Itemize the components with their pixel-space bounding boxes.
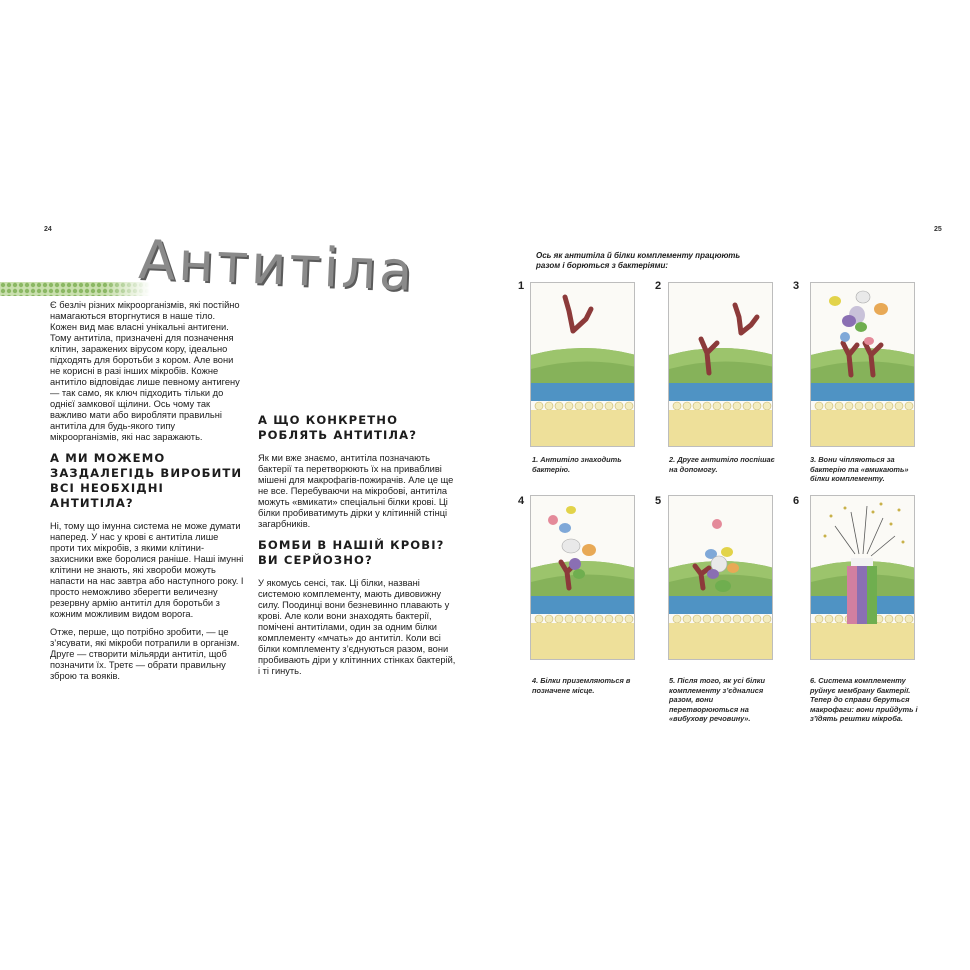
paragraph: У якомусь сенсі, так. Ці білки, названі системою комплементу, мають дивовижну силу. Поодинці вони безневинно плавають у крові. Але коли вони знаходять бактерії, помічені антитілами, один за одним білки комплементу «мчать» до антитіл. Коли всі білки комплементу з’єднуються разом, вони пробивають діри у клітинних стінках бактерій, і ті гинуть. (258, 578, 456, 676)
panel-caption-4: 4. Білки приземляються в позначене місце. (532, 676, 631, 695)
panel-caption-5: 5. Після того, як усі білки комплементу з’єдналися разом, вони перетворюються на «вибухову речовину». (669, 676, 766, 723)
paragraph: Як ми вже знаємо, антитіла позначають бактерії та перетворюють їх на привабливі мішені для макрофагів-пожирачів. Але це ще не все. Перебуваючи на мікробові, антитіла можуть «вмикати» спеціальні білки крові. Ці білки пробиватимуть дірки у клітинній стінці загарбників. (258, 453, 454, 529)
panel-number-6: 6 (793, 495, 800, 507)
panel-number-3: 3 (793, 280, 800, 292)
panel-caption-6: 6. Система комплементу руйнує мембрану бактерії. Тепер до справи беруться макрофаги: вони прийдуть і з’їдять рештки мікроба. (810, 676, 918, 723)
middle-column (258, 413, 456, 684)
intro-paragraph: Є безліч різних мікроорганізмів, які постійно намагаються вторгнутися в наше тіло. Кожен вид має власні унікальні антигени. Тому антитіла, призначені для позначення клітин, заражених вірусом кору, ідеально підходять для боротьби з кором. Але вони не корисні в разі інших мікробів. Кожне антитіло відповідає лише певному антигену — так само, як ключ підходить тільки до однієї замкової щілини. Ось чому так важливо мати або виробляти правильні антитіла для будь-якого типу мікроорганізмів, які нас заражають. (50, 300, 240, 442)
panel-number-1: 1 (518, 280, 525, 292)
panel-caption-1: 1. Антитіло знаходить бактерію. (532, 455, 622, 474)
decorative-dot-strip (0, 282, 150, 296)
illustration-panel-4 (530, 495, 635, 660)
section-heading-bombs: БОМБИ В НАШІЙ КРОВІ? ВИ СЕРЙОЗНО? (258, 538, 445, 567)
illustration-panel-5 (668, 495, 773, 660)
section-heading-advance: А МИ МОЖЕМО ЗАЗДАЛЕГІДЬ ВИРОБИТИ ВСІ НЕОБХІДНІ АНТИТІЛА? (50, 451, 243, 510)
paragraph: Ні, тому що імунна система не може думати наперед. У нас у крові є антитіла лише проти тих мікробів, з якими клітини-захисники вже боролися раніше. Наші імунні клітини не знають, які хвороби можуть напасти на нас завтра або наступного року. І просто неможливо зберегти величезну резервну армію антитіл для боротьби з кожним можливим видом ворога. (50, 521, 244, 619)
page-number-right: 25 (934, 226, 942, 233)
page-title: Антитіла (137, 228, 417, 304)
panel-caption-3: 3. Вони чіпляються за бактерію та «вмикають» білки комплементу. (810, 455, 909, 483)
figure-intro: Ось як антитіла й білки комплементу працюють разом і борються з бактеріями: (536, 251, 741, 270)
illustration-panel-6 (810, 495, 915, 660)
illustration-panel-2 (668, 282, 773, 447)
section-heading-what-do: А ЩО КОНКРЕТНО РОБЛЯТЬ АНТИТІЛА? (258, 413, 418, 442)
panel-number-4: 4 (518, 495, 525, 507)
page-number-left: 24 (44, 226, 52, 233)
illustration-panel-1 (530, 282, 635, 447)
panel-number-2: 2 (655, 280, 662, 292)
paragraph: Отже, перше, що потрібно зробити, — це з’ясувати, які мікроби потрапили в організм. Друге — створити мільярди антитіл, щоб позначити їх. Третє — обрати правильну зброю та вояків. (50, 627, 240, 681)
left-column (50, 300, 244, 689)
illustration-panel-3 (810, 282, 915, 447)
panel-caption-2: 2. Друге антитіло поспішає на допомогу. (669, 455, 775, 474)
panel-number-5: 5 (655, 495, 662, 507)
